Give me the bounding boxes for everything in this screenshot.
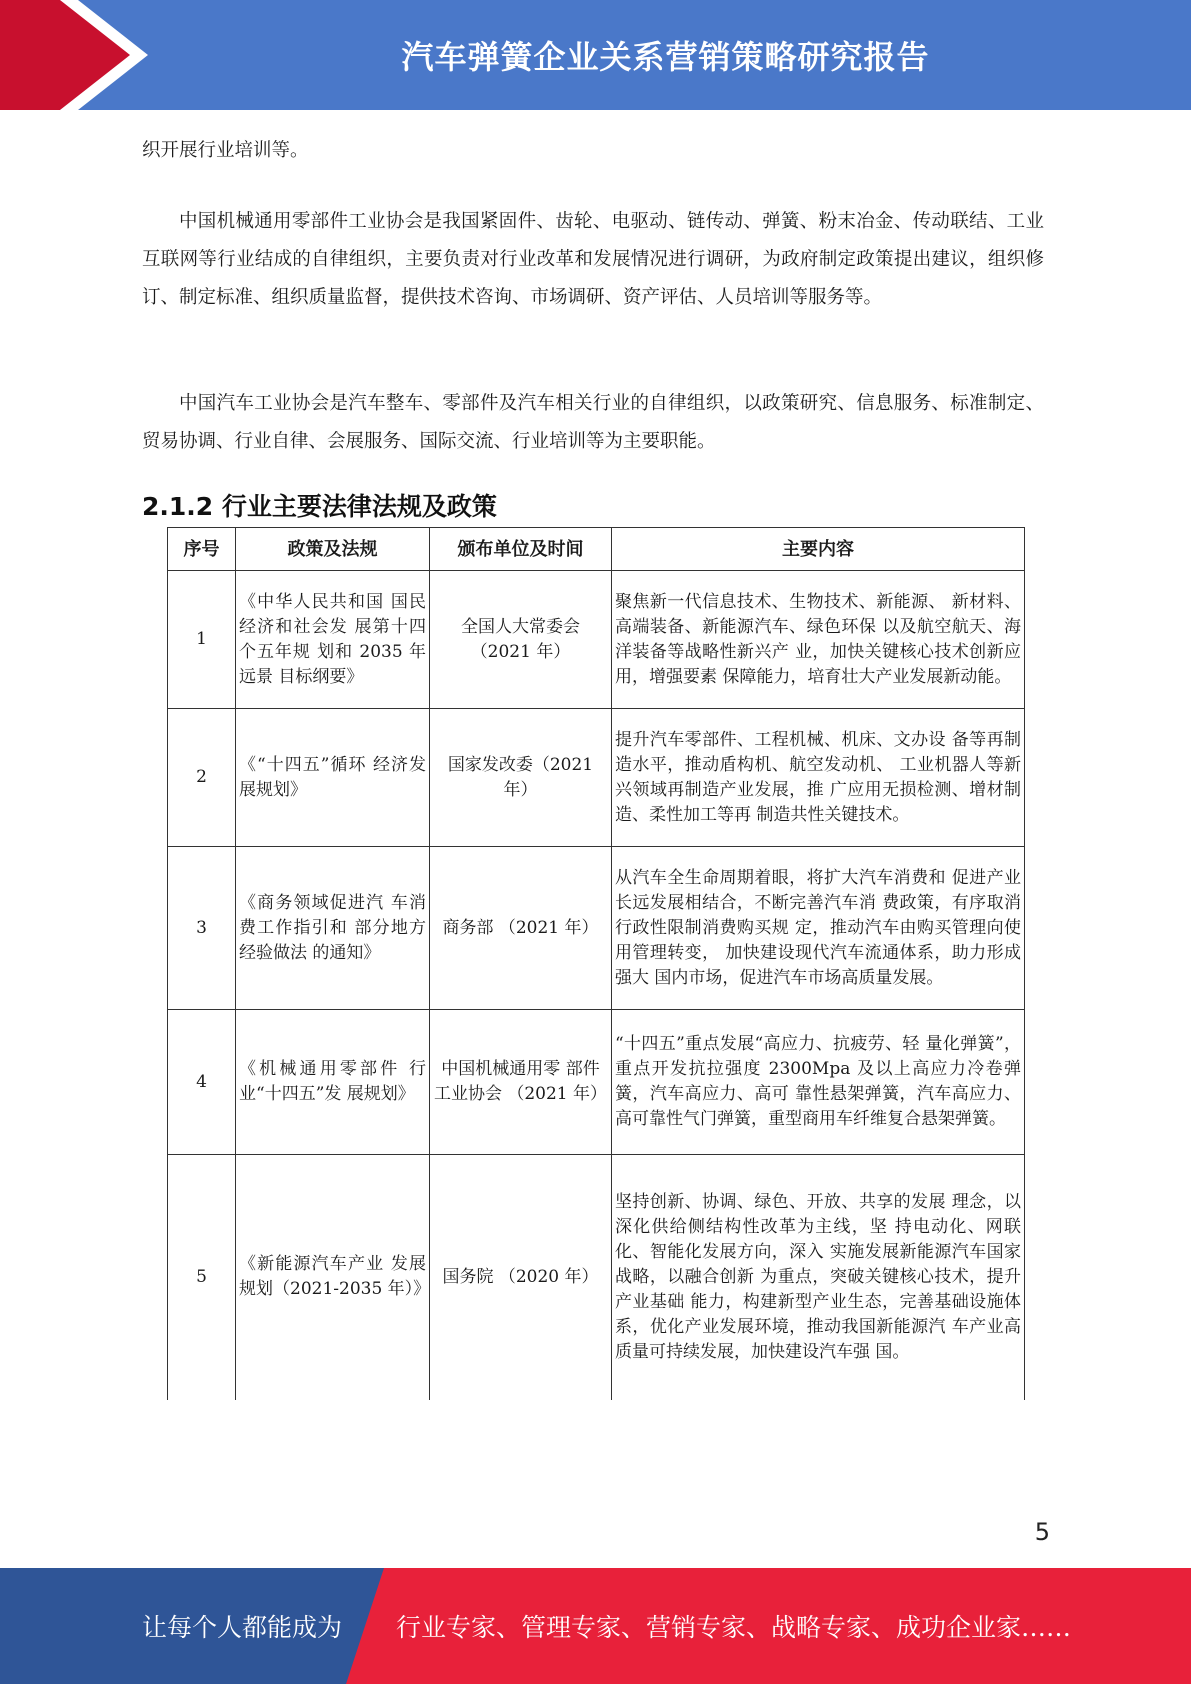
footer-slogan-right: 行业专家、管理专家、营销专家、战略专家、成功企业家…… xyxy=(396,1613,1072,1642)
row-number: 1 xyxy=(168,571,236,709)
column-header-issuer: 颁布单位及时间 xyxy=(430,528,612,571)
column-header-content: 主要内容 xyxy=(612,528,1025,571)
column-header-no: 序号 xyxy=(168,528,236,571)
policy-content: 坚持创新、协调、绿色、开放、共享的发展 理念，以深化供给侧结构性改革为主线，坚 持电动化、网联化、智能化发展方向，深入 实施发展新能源汽车国家战略，以融合创新 为重点，突破关键核心技术，提升产业基础 能力，构建新型产业生态，完善基础设施体 系，优化产业发展环境，推动我国新能源汽 车产业高质量可持续发展，加快建设汽车强 国。 xyxy=(612,1155,1025,1400)
policy-content: 聚焦新一代信息技术、生物技术、新能源、 新材料、高端装备、新能源汽车、绿色环保 以及航空航天、海洋装备等战略性新兴产 业，加快关键核心技术创新应用，增强要素 保障能力，培育壮大产业发展新动能。 xyxy=(612,571,1025,709)
policy-name: 《中华人民共和国 国民经济和社会发 展第十四个五年规 划和 2035 年远景 目标纲要》 xyxy=(236,571,430,709)
policy-name: 《新能源汽车产业 发展规划（2021-2035 年）》 xyxy=(236,1155,430,1400)
row-number: 4 xyxy=(168,1010,236,1155)
issuer-and-date: 全国人大常委会（2021 年） xyxy=(430,571,612,709)
policy-table xyxy=(167,527,1025,1400)
policy-name: 《商务领域促进汽 车消费工作指引和 部分地方经验做法 的通知》 xyxy=(236,847,430,1010)
issuer-and-date: 国家发改委（2021 年） xyxy=(430,709,612,847)
issuer-and-date: 商务部 （2021 年） xyxy=(430,847,612,1010)
policy-content: 提升汽车零部件、工程机械、机床、文办设 备等再制造水平，推动盾构机、航空发动机、 工业机器人等新兴领域再制造产业发展，推 广应用无损检测、增材制造、柔性加工等再 制造共性关键技术。 xyxy=(612,709,1025,847)
issuer-and-date: 国务院 （2020 年） xyxy=(430,1155,612,1400)
header-arrow-decoration xyxy=(0,0,160,110)
header-banner xyxy=(0,0,1191,110)
policy-name: 《机械通用零部件 行业“十四五”发 展规划》 xyxy=(236,1010,430,1155)
footer-banner xyxy=(0,1568,1191,1684)
section-heading: 2.1.2 行业主要法律法规及政策 xyxy=(142,492,497,521)
policy-name: 《“十四五”循环 经济发展规划》 xyxy=(236,709,430,847)
column-header-policy: 政策及法规 xyxy=(236,528,430,571)
row-number: 2 xyxy=(168,709,236,847)
page-number: 5 xyxy=(1034,1518,1050,1546)
row-number: 5 xyxy=(168,1155,236,1400)
issuer-and-date: 中国机械通用零 部件工业协会 （2021 年） xyxy=(430,1010,612,1155)
table-header-row xyxy=(168,528,1025,571)
paragraph-machinery-association: 中国机械通用零部件工业协会是我国紧固件、齿轮、电驱动、链传动、弹簧、粉末冶金、传动联结、工业互联网等行业结成的自律组织，主要负责对行业改革和发展情况进行调研，为政府制定政策提出建议，组织修订、制定标准、组织质量监督，提供技术咨询、市场调研、资产评估、人员培训等服务等。 xyxy=(142,211,1044,308)
paragraph-auto-association: 中国汽车工业协会是汽车整车、零部件及汽车相关行业的自律组织，以政策研究、信息服务、标准制定、贸易协调、行业自律、会展服务、国际交流、行业培训等为主要职能。 xyxy=(142,393,1044,452)
footer-slogan-left: 让每个人都能成为 xyxy=(142,1613,343,1642)
policy-content: “十四五”重点发展“高应力、抗疲劳、轻 量化弹簧”，重点开发抗拉强度 2300Mpa 及以上高应力冷卷弹簧，汽车高应力、高可 靠性悬架弹簧，汽车高应力、高可靠性气门弹簧，重型商用车纤维复合悬架弹簧。 xyxy=(612,1010,1025,1155)
paragraph-continuation: 织开展行业培训等。 xyxy=(142,140,309,161)
table-row xyxy=(168,1010,1025,1155)
table-row xyxy=(168,709,1025,847)
table-row xyxy=(168,571,1025,709)
policy-content: 从汽车全生命周期着眼，将扩大汽车消费和 促进产业长远发展相结合，不断完善汽车消 费政策，有序取消行政性限制消费购买规 定，推动汽车由购买管理向使用管理转变， 加快建设现代汽车流通体系，助力形成强大 国内市场，促进汽车市场高质量发展。 xyxy=(612,847,1025,1010)
document-title: 汽车弹簧企业关系营销策略研究报告 xyxy=(401,38,930,76)
table-row xyxy=(168,847,1025,1010)
row-number: 3 xyxy=(168,847,236,1010)
table-row xyxy=(168,1155,1025,1400)
